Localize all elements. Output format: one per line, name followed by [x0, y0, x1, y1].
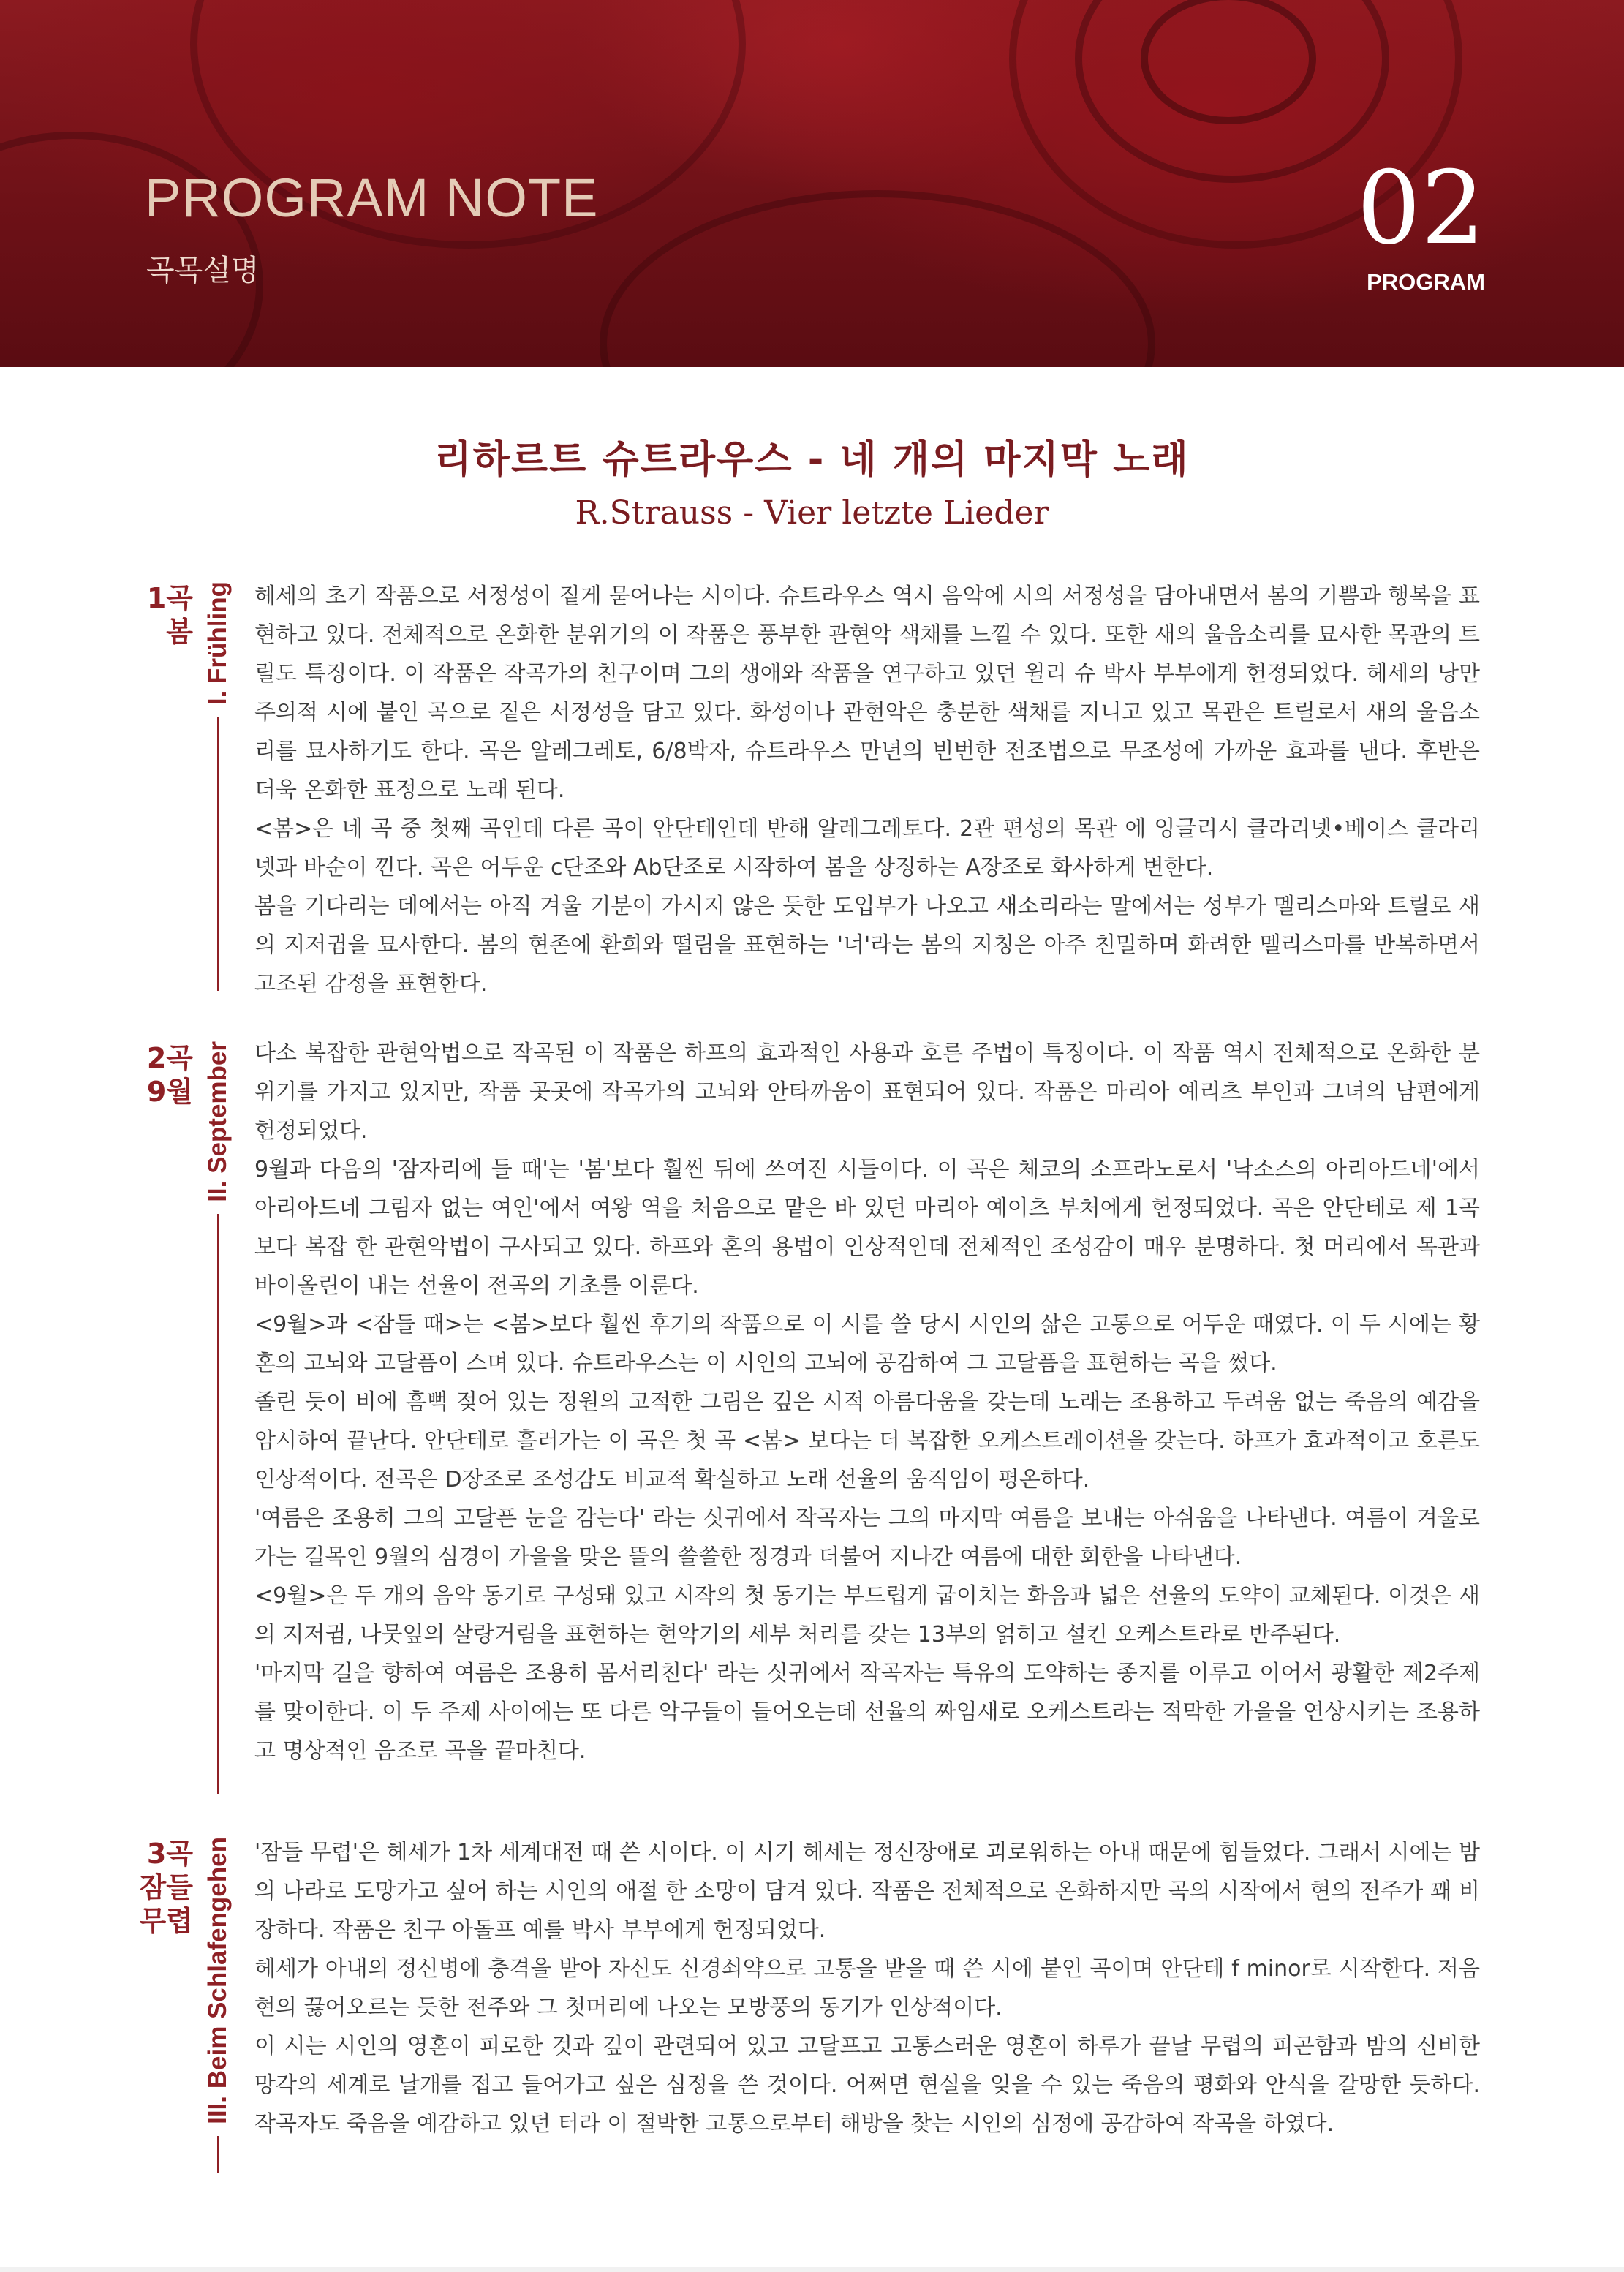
section-body	[254, 1833, 1480, 2143]
song-title-german: I. Frühling	[203, 581, 232, 706]
paragraph: '여름은 조용히 그의 고달픈 눈을 감는다' 라는 싯귀에서 작곡자는 그의 마지막 여름을 보내는 아쉬움을 나타낸다. 여름이 겨울로 가는 길목인 9월의 심경이 가을을 맞은 뜰의 쓸쓸한 정경과 더불어 지나간 여름에 대한 회한을 나타낸다.	[254, 1506, 1480, 1570]
paragraph: 9월과 다음의 '잠자리에 들 때'는 '봄'보다 훨씬 뒤에 쓰여진 시들이다. 이 곡은 체코의 소프라노로서 '낙소스의 아리아드네'에서 아리아드네 그림자 없는 여인'에서 여왕 역을 처음으로 맡은 바 있던 마리아 예이츠 부처에게 헌정되었다. 곡은 안단테로 제 1곡 보다 복잡 한 관현악법이 구사되고 있다. 하프와 혼의 용법이 인상적인데 전체적인 조성감이 매우 분명하다. 첫 머리에서 목관과 바이올린이 내는 선율이 전곡의 기초를 이룬다.	[254, 1157, 1480, 1299]
header-title: PROGRAM NOTE	[145, 167, 599, 228]
side-divider	[217, 1214, 219, 1794]
side-title	[197, 1041, 238, 1794]
song-title-german: II. September	[203, 1041, 232, 1202]
header-subtitle: 곡목설명	[146, 254, 260, 287]
paragraph: <봄>은 네 곡 중 첫째 곡인데 다른 곡이 안단테인데 반해 알레그레토다. 2관 편성의 목관 에 잉글리시 클라리넷•베이스 클라리넷과 바순이 낀다. 곡은 어두운 c단조와 Ab단조로 시작하여 봄을 상징하는 A장조로 화사하게 변한다.	[254, 816, 1480, 880]
paragraph: 봄을 기다리는 데에서는 아직 겨울 기분이 가시지 않은 듯한 도입부가 나오고 새소리라는 말에서는 성부가 멜리스마와 트릴로 새의 지저귐을 묘사한다. 봄의 현존에 환희와 떨림을 표현하는 '너'라는 봄의 지칭은 아주 친밀하며 화려한 멜리스마를 반복하면서 고조된 감정을 표현한다.	[254, 894, 1480, 997]
song-number-label	[47, 1041, 193, 1109]
side-divider	[217, 717, 219, 991]
footer-divider	[0, 2267, 1624, 2272]
rose-petal-decoration	[600, 190, 1155, 367]
section-body	[254, 1034, 1480, 1770]
paragraph: 이 시는 시인의 영혼이 피로한 것과 깊이 관련되어 있고 고달프고 고통스러운 영혼이 하루가 끝날 무렵의 피곤함과 밤의 신비한 망각의 세계로 날개를 접고 들어가고 싶은 심정을 쓴 것이다. 어쩌면 현실을 잊을 수 있는 죽음의 평화와 안식을 갈망한 듯하다. 작곡자도 죽음을 예감하고 있던 터라 이 절박한 고통으로부터 해방을 찾는 시인의 심정에 공감하여 작곡을 하였다.	[254, 2034, 1480, 2137]
paragraph: <9월>과 <잠들 때>는 <봄>보다 훨씬 후기의 작품으로 이 시를 쓸 당시 시인의 삶은 고통으로 어두운 때였다. 이 두 시에는 황혼의 고뇌와 고달픔이 스며 있다. 슈트라우스는 이 시인의 고뇌에 공감하여 그 고달픔을 표현하는 곡을 썼다.	[254, 1312, 1480, 1376]
piece-title-german: R.Strauss - Vier letzte Lieder	[575, 494, 1049, 532]
paragraph: <9월>은 두 개의 음악 동기로 구성돼 있고 시작의 첫 동기는 부드럽게 굽이치는 화음과 넓은 선율의 도약이 교체된다. 이것은 새의 지저귐, 나뭇잎의 살랑거림을 표현하는 현악기의 세부 처리를 갖는 13부의 얽히고 설킨 오케스트라로 반주된다.	[254, 1583, 1480, 1648]
song-title-korean: 9월	[146, 1076, 193, 1108]
song-number-label	[47, 1837, 193, 1938]
song-number: 3곡	[146, 1838, 193, 1870]
song-number-label	[47, 581, 193, 649]
song-title-german: III. Beim Schlafengehen	[203, 1837, 232, 2124]
paragraph: 헤세의 초기 작품으로 서정성이 짙게 묻어나는 시이다. 슈트라우스 역시 음악에 시의 서정성을 담아내면서 봄의 기쁨과 행복을 표현하고 있다. 전체적으로 온화한 분위기의 이 작품은 풍부한 관현악 색채를 느낄 수 있다. 또한 새의 울음소리를 묘사한 목관의 트릴도 특징이다. 이 작품은 작곡가의 친구이며 그의 생애와 작품을 연구하고 있던 윌리 슈 박사 부부에게 헌정되었다. 헤세의 낭만주의적 시에 붙인 곡으로 짙은 서정성을 담고 있다. 화성이나 관현악은 충분한 색채를 지니고 있고 목관은 트릴로서 새의 울음소리를 묘사하기도 한다. 곡은 알레그레토, 6/8박자, 슈트라우스 만년의 빈번한 전조법으로 무조성에 가까운 효과를 낸다. 후반은 더욱 온화한 표정으로 노래 된다.	[254, 584, 1480, 803]
piece-title-korean: 리하르트 슈트라우스 - 네 개의 마지막 노래	[434, 438, 1190, 482]
song-title-korean: 잠들	[139, 1871, 193, 1903]
paragraph: '마지막 길을 향하여 여름은 조용히 몸서리친다' 라는 싯귀에서 작곡자는 특유의 도약하는 종지를 이루고 이어서 광활한 제2주제를 맞이한다. 이 두 주제 사이에는 또 다른 악구들이 들어오는데 선율의 짜임새로 오케스트라는 적막한 가을을 연상시키는 조용하고 명상적인 음조로 곡을 끝마친다.	[254, 1661, 1480, 1764]
side-title	[197, 1837, 238, 2173]
program-label: PROGRAM	[1367, 269, 1485, 295]
program-number: 02	[1356, 149, 1485, 267]
header-banner	[0, 0, 1624, 367]
side-title	[197, 581, 238, 991]
paragraph: 헤세가 아내의 정신병에 충격을 받아 자신도 신경쇠약으로 고통을 받을 때 쓴 시에 붙인 곡이며 안단테 f minor로 시작한다. 저음현의 끓어오르는 듯한 전주와 그 첫머리에 나오는 모방풍의 동기가 인상적이다.	[254, 1956, 1480, 2020]
song-number: 1곡	[146, 582, 193, 614]
paragraph: 다소 복잡한 관현악법으로 작곡된 이 작품은 하프의 효과적인 사용과 호른 주법이 특징이다. 이 작품 역시 전체적으로 온화한 분위기를 가지고 있지만, 작품 곳곳에 작곡가의 고뇌와 안타까움이 표현되어 있다. 작품은 마리아 예리츠 부인과 그녀의 남편에게 헌정되었다.	[254, 1041, 1480, 1144]
side-divider	[217, 2136, 219, 2173]
section-body	[254, 577, 1480, 1003]
song-title-korean: 무렵	[139, 1905, 193, 1937]
paragraph: '잠들 무렵'은 헤세가 1차 세계대전 때 쓴 시이다. 이 시기 헤세는 정신장애로 괴로워하는 아내 때문에 힘들었다. 그래서 시에는 밤의 나라로 도망가고 싶어 하는 시인의 애절 한 소망이 담겨 있다. 작품은 전체적으로 온화하지만 곡의 시작에서 현의 전주가 꽤 비장하다. 작품은 친구 아돌프 예를 박사 부부에게 헌정되었다.	[254, 1840, 1480, 1943]
paragraph: 졸린 듯이 비에 흠뻑 젖어 있는 정원의 고적한 그림은 깊은 시적 아름다움을 갖는데 노래는 조용하고 두려움 없는 죽음의 예감을 암시하여 끝난다. 안단테로 흘러가는 이 곡은 첫 곡 <봄> 보다는 더 복잡한 오케스트레이션을 갖는다. 하프가 효과적이고 호른도 인상적이다. 전곡은 D장조로 조성감도 비교적 확실하고 노래 선율의 움직임이 평온하다.	[254, 1389, 1480, 1492]
song-title-korean: 봄	[166, 616, 193, 648]
song-number: 2곡	[146, 1042, 193, 1074]
